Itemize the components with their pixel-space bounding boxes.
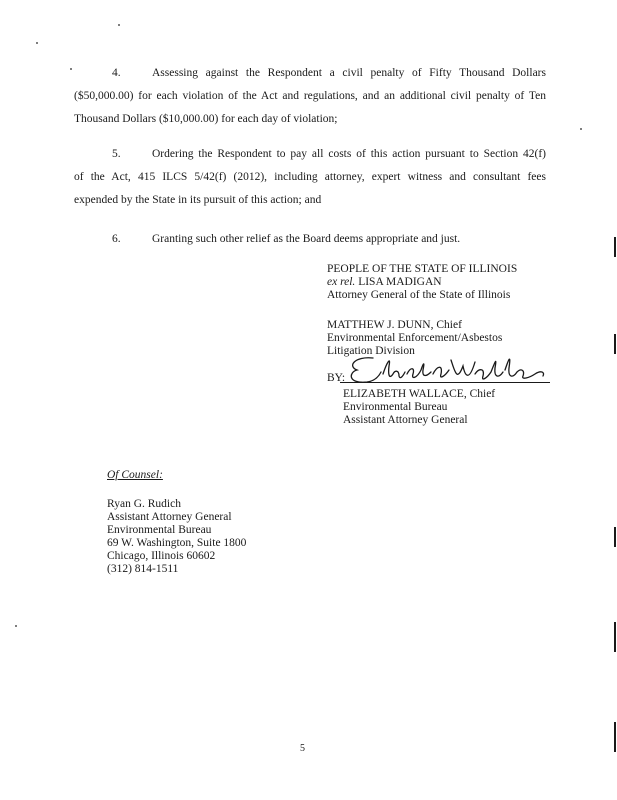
paragraph-number: 5. xyxy=(112,148,121,160)
counsel-block xyxy=(107,498,246,576)
chief-line-3: Litigation Division xyxy=(327,345,415,357)
scan-mark xyxy=(614,334,616,354)
paragraph-number: 4. xyxy=(112,67,121,79)
paragraph-4 xyxy=(74,62,546,131)
paragraph-number: 6. xyxy=(112,233,121,245)
chief-line-2: Environmental Enforcement/Asbestos xyxy=(327,332,503,344)
plaintiff-title: Attorney General of the State of Illinois xyxy=(327,289,511,301)
counsel-line: 69 W. Washington, Suite 1800 xyxy=(107,537,247,549)
signer-name: ELIZABETH WALLACE, Chief xyxy=(343,388,496,400)
signer-block xyxy=(343,388,495,427)
scan-speck xyxy=(15,625,17,627)
paragraph-line: 6. Granting such other relief as the Board deems appropriate and just. xyxy=(74,228,546,251)
signer-bureau: Environmental Bureau xyxy=(343,401,448,413)
ex-rel-line: ex rel. LISA MADIGAN xyxy=(327,276,442,288)
counsel-label: Of Counsel: xyxy=(107,469,163,481)
paragraph-line: expended by the State in its pursuit of this action; and xyxy=(74,194,322,206)
counsel-line: Environmental Bureau xyxy=(107,524,212,536)
paragraph-6 xyxy=(74,228,546,251)
scan-speck xyxy=(580,128,582,130)
scan-speck xyxy=(36,42,38,44)
scan-mark xyxy=(614,527,616,547)
paragraph-5 xyxy=(74,143,546,212)
scan-speck xyxy=(70,68,72,70)
scan-speck xyxy=(118,24,120,26)
scan-mark xyxy=(614,622,616,652)
scan-mark xyxy=(614,237,616,257)
counsel-line: Chicago, Illinois 60602 xyxy=(107,550,216,562)
paragraph-line: of the Act, 415 ILCS 5/42(f) (2012), including attorney, expert witness and consultant fees xyxy=(74,171,546,183)
paragraph-line: 4. Assessing against the Respondent a civil penalty of Fifty Thousand Dollars xyxy=(74,62,546,85)
chief-name: MATTHEW J. DUNN, Chief xyxy=(327,319,462,331)
counsel-line: Ryan G. Rudich xyxy=(107,498,181,510)
scan-mark xyxy=(614,722,616,752)
plaintiff-name: PEOPLE OF THE STATE OF ILLINOIS xyxy=(327,263,518,275)
signer-title: Assistant Attorney General xyxy=(343,414,468,426)
counsel-line: (312) 814-1511 xyxy=(107,563,179,575)
by-label: BY: xyxy=(327,372,346,384)
paragraph-line: Thousand Dollars ($10,000.00) for each day of violation; xyxy=(74,113,338,125)
page-number: 5 xyxy=(300,743,305,754)
paragraph-line: 5. Ordering the Respondent to pay all costs of this action pursuant to Section 42(f) xyxy=(74,143,546,166)
signature-line xyxy=(340,382,550,383)
counsel-line: Assistant Attorney General xyxy=(107,511,232,523)
paragraph-line: ($50,000.00) for each violation of the Act and regulations, and an additional civil penalty of Ten xyxy=(74,90,546,102)
plaintiff-block xyxy=(327,263,517,302)
